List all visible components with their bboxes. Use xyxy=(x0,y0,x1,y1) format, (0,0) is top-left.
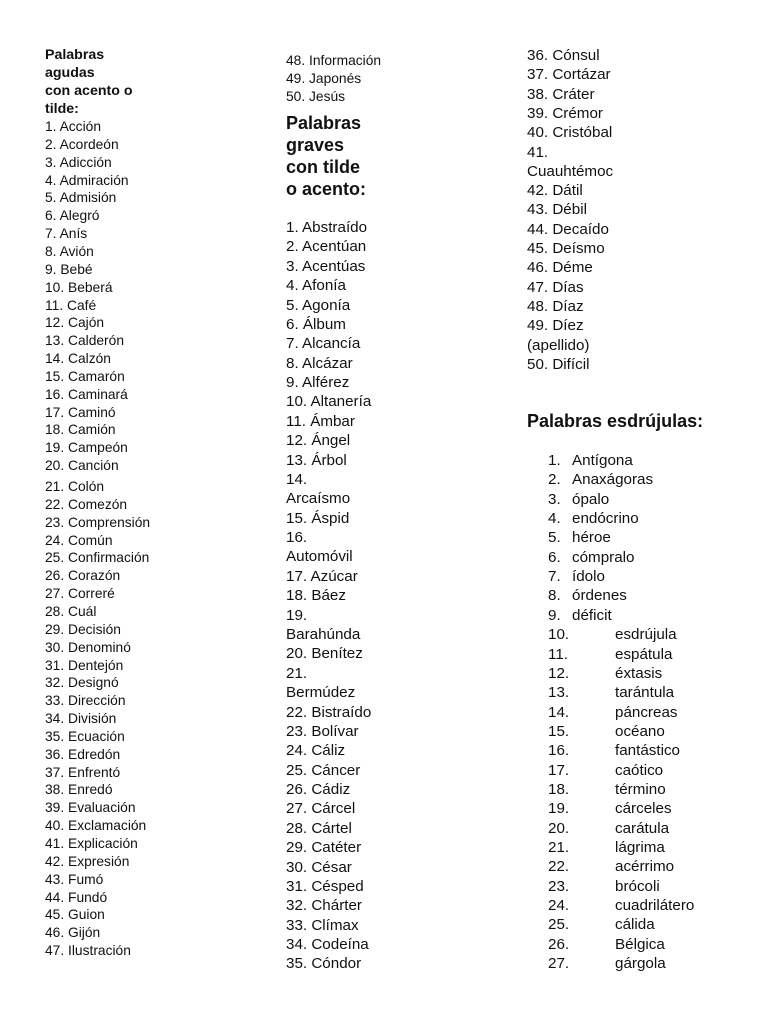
esdrujulas-list-item xyxy=(527,567,605,586)
item-word: Bélgica xyxy=(615,935,665,953)
agudas-list-item: 9. Bebé xyxy=(45,261,93,277)
graves-list-item: 33. Clímax xyxy=(286,916,359,934)
agudas-list-item: 28. Cuál xyxy=(45,603,97,619)
agudas-list-item: 16. Caminará xyxy=(45,386,128,402)
agudas-list-item: 40. Exclamación xyxy=(45,818,147,834)
agudas-list-item: 12. Cajón xyxy=(45,315,105,331)
graves-list-item: 26. Cádiz xyxy=(286,781,351,799)
item-number: 27. xyxy=(548,955,570,973)
item-word: caótico xyxy=(615,761,664,779)
graves-list-item: 13. Árbol xyxy=(286,451,347,469)
agudas-list-item: 46. Gijón xyxy=(45,925,101,941)
agudas-list-item: 32. Designó xyxy=(45,675,119,691)
agudas-heading-line: agudas xyxy=(45,65,95,81)
item-word: páncreas xyxy=(615,703,678,721)
graves-list-item: 23. Bolívar xyxy=(286,722,359,740)
graves-list-item: 21. xyxy=(286,664,308,682)
item-word: héroe xyxy=(572,529,611,547)
graves-list-item: Cuauhtémoc xyxy=(527,162,614,180)
esdrujulas-list-item xyxy=(527,741,680,760)
agudas-list-item: 35. Ecuación xyxy=(45,728,125,744)
item-number: 7. xyxy=(548,568,561,586)
graves-list-item: 3. Acentúas xyxy=(286,257,366,275)
graves-list-item: 39. Crémor xyxy=(527,104,603,122)
agudas-list-item: 10. Beberá xyxy=(45,279,113,295)
agudas-list-item: 6. Alegró xyxy=(45,208,100,224)
esdrujulas-list-item xyxy=(527,877,660,896)
agudas-list-item: 18. Camión xyxy=(45,422,116,438)
graves-list-item: 38. Cráter xyxy=(527,85,595,103)
item-number: 6. xyxy=(548,548,561,566)
graves-list-item: 15. Áspid xyxy=(286,509,350,527)
item-word: endócrino xyxy=(572,510,639,528)
graves-list-item: 48. Díaz xyxy=(527,297,584,315)
esdrujulas-list-item xyxy=(527,935,665,954)
item-word: carátula xyxy=(615,819,670,837)
graves-list-item: Barahúnda xyxy=(286,625,361,643)
item-number: 21. xyxy=(548,839,570,856)
graves-list-item: 43. Débil xyxy=(527,201,587,219)
item-word: cárceles xyxy=(615,800,672,818)
graves-list-item: 2. Acentúan xyxy=(286,238,367,256)
graves-list-item: 27. Cárcel xyxy=(286,800,356,818)
graves-list-item: 11. Ámbar xyxy=(286,412,355,430)
esdrujulas-list-item xyxy=(527,915,655,934)
graves-list-item: 31. Césped xyxy=(286,877,364,895)
graves-heading-line: o acento: xyxy=(286,179,367,199)
agudas-list-item: 42. Expresión xyxy=(45,853,130,869)
item-word: déficit xyxy=(572,606,612,624)
graves-list-item: 10. Altanería xyxy=(286,393,372,411)
agudas-list-item: 41. Explicación xyxy=(45,836,138,851)
item-number: 25. xyxy=(548,916,570,934)
item-word: éxtasis xyxy=(615,664,663,682)
esdrujulas-list-item xyxy=(527,819,669,838)
item-number: 13. xyxy=(548,684,570,702)
graves-list-item: 24. Cáliz xyxy=(286,742,346,760)
esdrujulas-heading: Palabras esdrújulas: xyxy=(527,411,704,431)
esdrujulas-list-item xyxy=(527,606,612,625)
item-number: 3. xyxy=(548,490,561,508)
agudas-heading-line: con acento o xyxy=(45,83,133,99)
agudas-list-item: 20. Canción xyxy=(45,458,119,474)
graves-list-item: 49. Díez xyxy=(527,317,584,335)
agudas-list-item: 4. Admiración xyxy=(45,172,129,188)
graves-list-item: 16. xyxy=(286,529,308,547)
item-number: 10. xyxy=(548,626,570,644)
item-number: 11. xyxy=(548,645,568,663)
esdrujulas-list-item xyxy=(527,528,611,547)
item-word: término xyxy=(615,780,666,798)
agudas-list-item: 47. Ilustración xyxy=(45,943,131,959)
agudas-list-item: 34. División xyxy=(45,711,117,727)
item-number: 20. xyxy=(548,819,570,837)
graves-list-item: 30. César xyxy=(286,858,352,876)
graves-list-item: 9. Alférez xyxy=(286,374,350,392)
graves-list-item: 20. Benítez xyxy=(286,645,363,663)
esdrujulas-list-item xyxy=(527,761,663,780)
esdrujulas-list-item xyxy=(527,664,662,683)
item-word: cómpralo xyxy=(572,548,635,566)
agudas-list-item: 13. Calderón xyxy=(45,333,125,349)
graves-list-item: 19. xyxy=(286,606,308,624)
agudas-heading-line: Palabras xyxy=(45,47,105,63)
item-number: 5. xyxy=(548,529,561,547)
item-word: gárgola xyxy=(615,955,666,973)
item-word: cálida xyxy=(615,916,655,934)
agudas-list-item: 27. Correré xyxy=(45,586,115,602)
graves-list-item: 18. Báez xyxy=(286,587,346,605)
item-word: ópalo xyxy=(572,490,610,508)
item-number: 18. xyxy=(548,780,570,798)
item-number: 1. xyxy=(548,452,561,469)
graves-list-item: Automóvil xyxy=(286,548,353,566)
item-number: 17. xyxy=(548,761,570,779)
item-number: 14. xyxy=(548,703,570,721)
graves-list-item: 22. Bistraído xyxy=(286,703,372,721)
graves-list-item: 34. Codeína xyxy=(286,936,369,954)
item-number: 19. xyxy=(548,800,570,818)
agudas-list-item: 22. Comezón xyxy=(45,496,128,512)
esdrujulas-list-item xyxy=(527,625,677,644)
item-number: 9. xyxy=(548,606,561,624)
agudas-list-item: 23. Comprensión xyxy=(45,514,151,530)
agudas-list-item: 49. Japonés xyxy=(286,70,362,86)
graves-list-item: 47. Días xyxy=(527,278,584,296)
item-number: 12. xyxy=(548,664,570,682)
graves-heading-line: Palabras xyxy=(286,113,362,133)
item-number: 2. xyxy=(548,471,561,489)
item-word: Anaxágoras xyxy=(572,471,654,489)
agudas-list-item: 7. Anís xyxy=(45,226,88,242)
item-word: acérrimo xyxy=(615,858,675,876)
item-number: 26. xyxy=(548,935,570,953)
esdrujulas-list-item xyxy=(527,799,672,818)
item-word: tarántula xyxy=(615,684,675,702)
graves-list-item: 40. Cristóbal xyxy=(527,124,613,142)
item-number: 16. xyxy=(548,742,570,760)
agudas-list-item: 25. Confirmación xyxy=(45,550,150,566)
agudas-list-item: 1. Acción xyxy=(45,119,101,134)
graves-list-item: 50. Difícil xyxy=(527,355,590,373)
item-number: 8. xyxy=(548,587,561,605)
graves-list-item: (apellido) xyxy=(527,336,590,354)
item-word: brócoli xyxy=(615,877,660,895)
agudas-list-item: 45. Guion xyxy=(45,907,105,923)
esdrujulas-list-item xyxy=(527,645,672,664)
graves-list-item: 36. Cónsul xyxy=(527,47,600,64)
esdrujulas-list-item xyxy=(527,838,665,857)
esdrujulas-list-item xyxy=(527,509,639,528)
esdrujulas-list-item xyxy=(527,586,627,605)
agudas-list-item: 26. Corazón xyxy=(45,568,121,584)
esdrujulas-list-item xyxy=(527,722,665,741)
graves-list-item: 29. Catéter xyxy=(286,839,362,857)
agudas-list-item: 29. Decisión xyxy=(45,621,121,637)
agudas-list-item: 31. Dentejón xyxy=(45,657,124,673)
graves-list-item: 25. Cáncer xyxy=(286,761,361,779)
esdrujulas-list-item xyxy=(527,857,674,876)
esdrujulas-list-item xyxy=(527,451,633,470)
esdrujulas-list-item xyxy=(527,683,674,702)
agudas-list-item: 15. Camarón xyxy=(45,368,125,384)
agudas-list-item: 8. Avión xyxy=(45,243,94,259)
graves-list-item: Arcaísmo xyxy=(286,490,351,508)
agudas-list-item: 17. Caminó xyxy=(45,404,116,420)
agudas-list-item: 37. Enfrentó xyxy=(45,764,121,780)
item-word: lágrima xyxy=(615,839,665,856)
graves-list-item: 7. Alcancía xyxy=(286,335,361,353)
graves-list-item: 4. Afonía xyxy=(286,277,346,295)
item-word: esdrújula xyxy=(615,626,677,644)
agudas-list-item: 11. Café xyxy=(45,297,97,313)
agudas-list-item: 39. Evaluación xyxy=(45,800,136,816)
item-number: 22. xyxy=(548,858,570,876)
agudas-list-item: 5. Admisión xyxy=(45,190,117,206)
item-word: espátula xyxy=(615,645,673,663)
item-number: 15. xyxy=(548,722,570,740)
graves-list-item: Bermúdez xyxy=(286,684,356,702)
graves-list-item: 42. Dátil xyxy=(527,182,583,200)
agudas-heading-line: tilde: xyxy=(45,101,79,117)
esdrujulas-list-item xyxy=(527,703,677,722)
graves-list-item: 14. xyxy=(286,470,308,488)
agudas-list-item: 33. Dirección xyxy=(45,693,126,709)
graves-list-item: 8. Alcázar xyxy=(286,354,353,372)
agudas-list-item: 24. Común xyxy=(45,532,113,548)
agudas-list-item: 50. Jesús xyxy=(286,88,346,104)
agudas-list-item: 19. Campeón xyxy=(45,440,128,456)
agudas-list-item: 30. Denominó xyxy=(45,639,131,655)
graves-list-item: 35. Cóndor xyxy=(286,955,362,973)
agudas-list-item: 36. Edredón xyxy=(45,746,121,762)
agudas-list-item: 43. Fumó xyxy=(45,871,104,887)
item-number: 23. xyxy=(548,877,570,895)
esdrujulas-list-item xyxy=(527,896,694,915)
item-word: océano xyxy=(615,722,665,740)
graves-list-item: 17. Azúcar xyxy=(286,567,358,585)
graves-list-item: 28. Cártel xyxy=(286,819,352,837)
agudas-list-item: 14. Calzón xyxy=(45,351,111,367)
graves-list-item: 46. Déme xyxy=(527,259,593,277)
graves-heading-line: con tilde xyxy=(286,157,361,177)
agudas-list-item: 48. Información xyxy=(286,53,382,68)
graves-heading-line: graves xyxy=(286,135,345,155)
agudas-list-item: 3. Adicción xyxy=(45,154,112,170)
graves-list-item: 37. Cortázar xyxy=(527,66,611,84)
item-word: Antígona xyxy=(572,452,633,469)
graves-list-item: 5. Agonía xyxy=(286,296,351,314)
agudas-list-item: 44. Fundó xyxy=(45,889,108,905)
esdrujulas-list-item xyxy=(527,780,666,799)
agudas-list-item: 38. Enredó xyxy=(45,782,113,798)
graves-list-item: 41. xyxy=(527,143,549,161)
agudas-list-item: 21. Colón xyxy=(45,479,105,494)
esdrujulas-list-item xyxy=(527,490,609,509)
item-number: 24. xyxy=(548,897,570,915)
esdrujulas-list-item xyxy=(527,470,653,489)
item-number: 4. xyxy=(548,510,561,528)
graves-list-item: 6. Álbum xyxy=(286,315,346,333)
graves-list-item: 12. Ángel xyxy=(286,432,351,450)
graves-list-item: 32. Chárter xyxy=(286,897,362,915)
item-word: cuadrilátero xyxy=(615,897,695,915)
item-word: fantástico xyxy=(615,742,681,760)
esdrujulas-list-item xyxy=(527,548,634,567)
graves-list-item: 45. Deísmo xyxy=(527,240,605,257)
item-word: órdenes xyxy=(572,587,627,605)
item-word: ídolo xyxy=(572,568,605,586)
graves-list-item: 44. Decaído xyxy=(527,220,609,238)
agudas-list-item: 2. Acordeón xyxy=(45,136,119,152)
graves-list-item: 1. Abstraído xyxy=(286,219,368,236)
esdrujulas-list-item xyxy=(527,954,666,973)
